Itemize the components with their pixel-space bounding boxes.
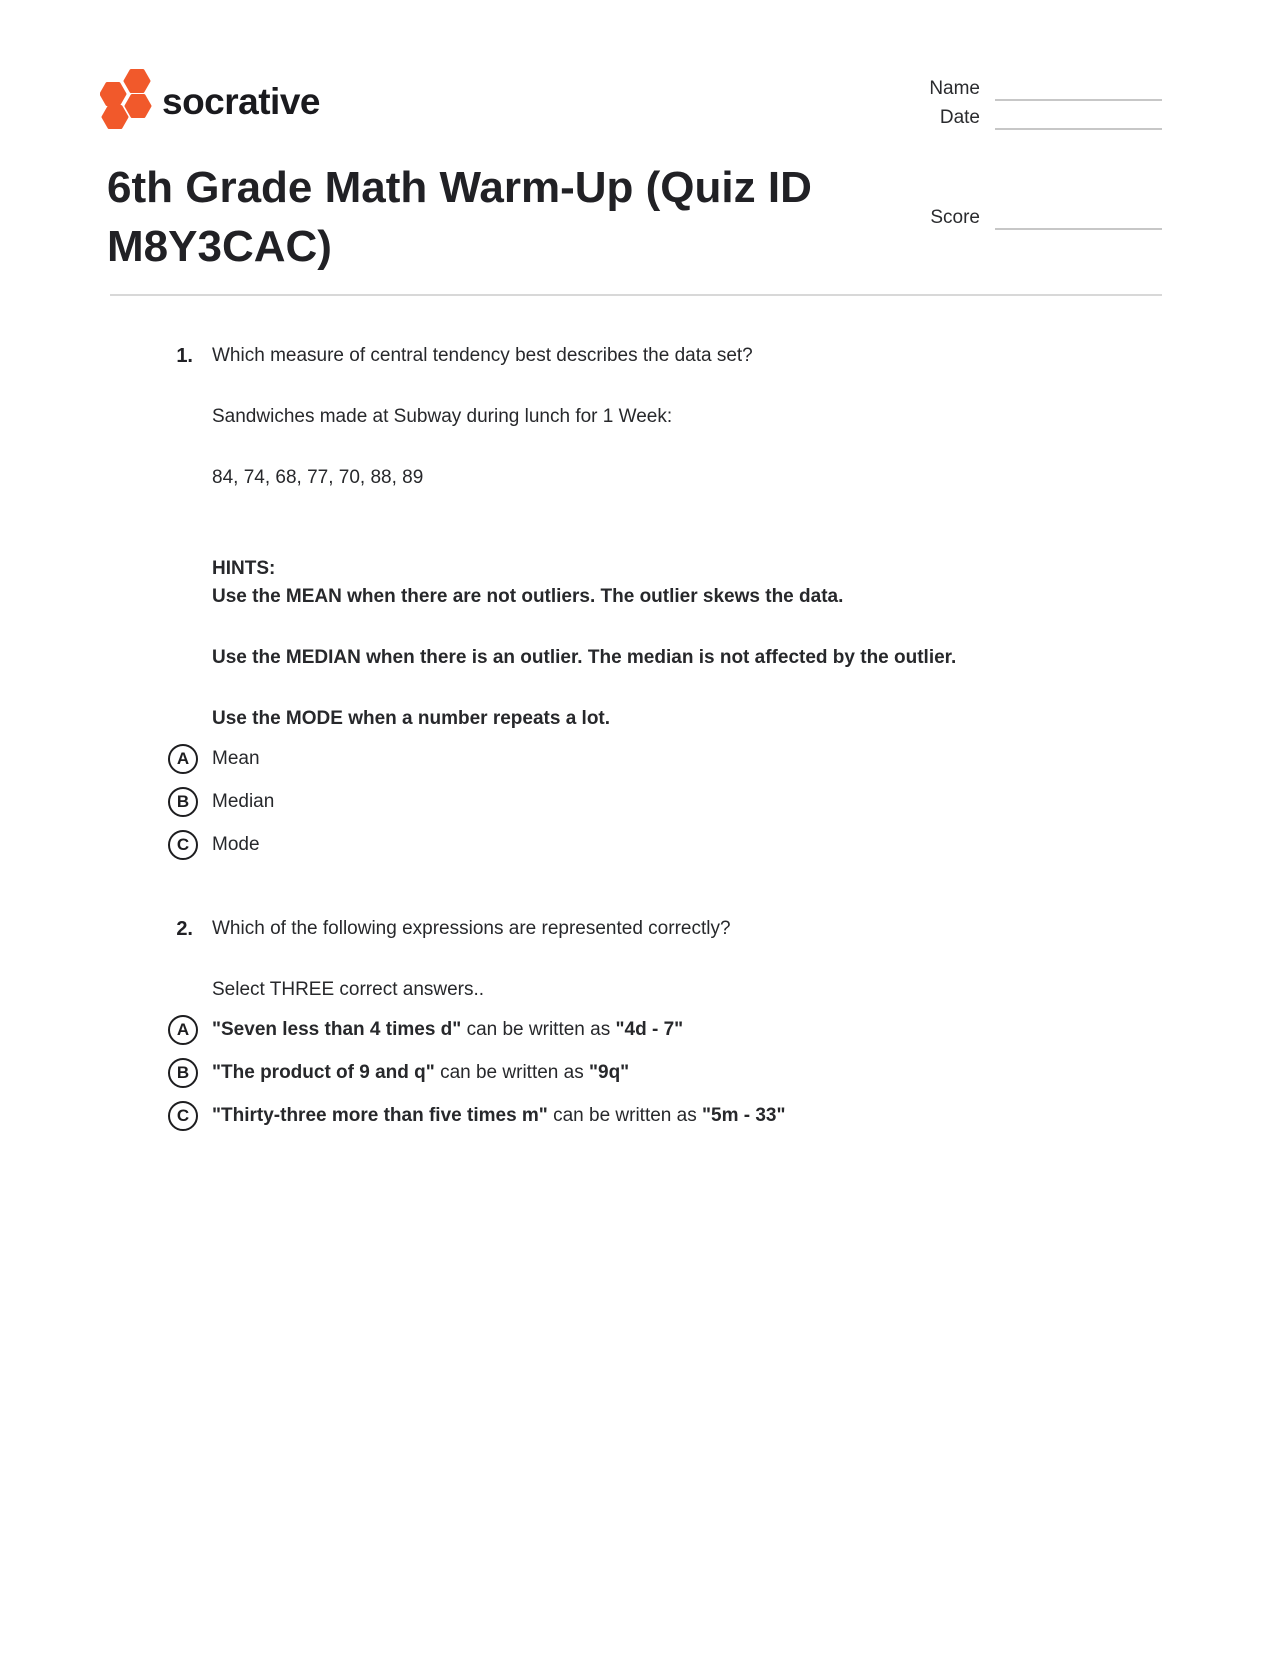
option-bubble-c[interactable]: C (168, 830, 198, 860)
name-field (900, 74, 1162, 101)
question-prompt: Which measure of central tendency best describes the data set? (212, 345, 753, 366)
question-2-option-a (168, 1015, 1170, 1045)
question-header (140, 915, 1170, 943)
option-label-segment: "9q" (589, 1062, 630, 1083)
date-field-line[interactable] (995, 106, 1162, 130)
question-1-option-a (168, 744, 1170, 774)
option-label-segment: "The product of 9 and q" (212, 1062, 435, 1083)
question-paragraph (212, 555, 1170, 611)
option-bubble-a[interactable]: A (168, 1015, 198, 1045)
paragraph-line: Sandwiches made at Subway during lunch for 1 Week: (212, 406, 673, 427)
option-label-segment: can be written as (434, 1062, 589, 1083)
question-2 (140, 915, 1170, 1131)
paragraph-line: HINTS: (212, 558, 276, 579)
option-bubble-b[interactable]: B (168, 787, 198, 817)
option-bubble-a[interactable]: A (168, 744, 198, 774)
question-header (140, 342, 1170, 370)
name-field-label: Name (929, 78, 980, 99)
question-2-option-b (168, 1058, 1170, 1088)
date-field-label: Date (939, 107, 980, 128)
paragraph-line: Use the MEAN when there are not outliers. The outlier skews the data. (212, 586, 844, 607)
question-1-option-b (168, 787, 1170, 817)
paragraph-line: 84, 74, 68, 77, 70, 88, 89 (212, 467, 424, 488)
question-number: 1. (176, 345, 193, 367)
paragraph-line: Use the MEDIAN when there is an outlier. The median is not affected by the outlier. (212, 647, 957, 668)
question-paragraph (212, 403, 1170, 431)
header-divider (110, 294, 1162, 296)
option-label (212, 1059, 629, 1087)
option-bubble-c[interactable]: C (168, 1101, 198, 1131)
option-label (212, 788, 274, 816)
option-bubble-b[interactable]: B (168, 1058, 198, 1088)
question-1 (140, 342, 1170, 860)
option-label-segment: can be written as (547, 1105, 703, 1126)
option-label-segment: "Seven less than 4 times d" (212, 1019, 462, 1040)
question-number: 2. (176, 918, 193, 940)
score-field-label: Score (930, 207, 980, 228)
option-label-segment: can be written as (461, 1019, 616, 1040)
option-label (212, 831, 260, 859)
option-label-segment: Mode (212, 834, 260, 855)
option-label (212, 1102, 786, 1130)
quiz-title: 6th Grade Math Warm-Up (Quiz ID M8Y3CAC) (107, 163, 812, 271)
answer-options (140, 1015, 1170, 1131)
option-label (212, 745, 260, 773)
question-paragraph (212, 644, 1170, 672)
option-label-segment: "5m - 33" (702, 1105, 786, 1126)
paragraph-line: Use the MODE when a number repeats a lot. (212, 708, 611, 729)
answer-options (140, 744, 1170, 860)
name-field-line[interactable] (995, 77, 1162, 101)
option-label (212, 1016, 683, 1044)
question-paragraph (212, 705, 1170, 733)
score-field (900, 203, 1162, 230)
question-paragraph (212, 976, 1170, 1004)
paragraph-line: Select THREE correct answers.. (212, 979, 485, 1000)
option-label-segment: "4d - 7" (615, 1019, 684, 1040)
option-label-segment: "Thirty-three more than five times m" (212, 1105, 548, 1126)
score-field-line[interactable] (995, 206, 1162, 230)
question-1-option-c (168, 830, 1170, 860)
question-paragraph (212, 464, 1170, 492)
socrative-hexagons-icon (100, 68, 152, 130)
socrative-logo (100, 68, 320, 130)
date-field (900, 103, 1162, 130)
question-prompt: Which of the following expressions are represented correctly? (212, 918, 731, 939)
option-label-segment: Median (212, 791, 275, 812)
socrative-logo-text: socrative (162, 81, 320, 122)
option-label-segment: Mean (212, 748, 260, 769)
question-2-option-c (168, 1101, 1170, 1131)
